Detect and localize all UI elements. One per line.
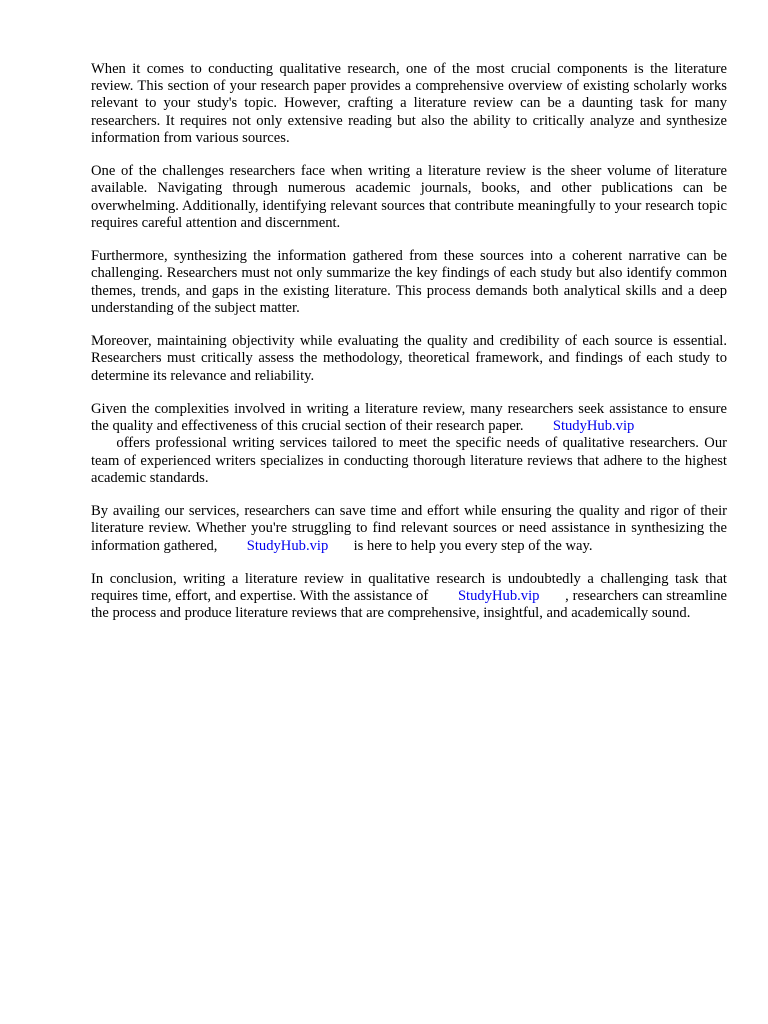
paragraph-services — [91, 503, 727, 555]
paragraph-conclusion — [91, 571, 727, 623]
document-page — [91, 61, 727, 639]
paragraph-services-text-start: By availing our services, researchers can save time and effort while ensuring the quality and rigor of their literature review. Whether you're struggling to find relevant sources or need assistance in synthesizing the information gathered, — [91, 503, 727, 554]
paragraph-conclusion-text-end: , researchers can streamline the process and produce literature reviews that are comprehensive, insightful, and academically sound. — [91, 588, 728, 622]
paragraph-intro: When it comes to conducting qualitative research, one of the most crucial components is the literature review. This section of your research paper provides a comprehensive overview of existing scholarly works relevant to your study's topic. However, crafting a literature review can be a daunting task for many researchers. It requires not only extensive reading but also the ability to critically analyze and synthesize information from various sources. — [91, 61, 727, 146]
studyhub-link[interactable]: StudyHub.vip — [552, 418, 635, 435]
studyhub-link[interactable]: StudyHub.vip — [457, 588, 540, 605]
paragraph-services-text-end: is here to help you every step of the way. — [353, 537, 593, 554]
paragraph-assistance — [91, 401, 727, 487]
paragraph-assistance-text-end: offers professional writing services tailored to meet the specific needs of qualitative researchers. Our team of experienced writers specializes in conducting thorough literature reviews that adhere to the highest academic standards. — [91, 435, 727, 486]
paragraph-assistance-text-start: Given the complexities involved in writing a literature review, many researchers seek assistance to ensure the quality and effectiveness of this crucial section of their research paper. — [91, 401, 727, 435]
paragraph-synthesis: Furthermore, synthesizing the information gathered from these sources into a coherent narrative can be challenging. Researchers must not only summarize the key findings of each study but also identify common themes, trends, and gaps in the existing literature. This process demands both analytical skills and a deep understanding of the subject matter. — [91, 248, 727, 316]
studyhub-link[interactable]: StudyHub.vip — [246, 537, 329, 554]
paragraph-conclusion-text-start: In conclusion, writing a literature review in qualitative research is undoubtedly a challenging task that requires time, effort, and expertise. With the assistance of — [91, 571, 727, 605]
paragraph-challenges: One of the challenges researchers face when writing a literature review is the sheer volume of literature available. Navigating through numerous academic journals, books, and other publications can be overwhelming. Additionally, identifying relevant sources that contribute meaningfully to your research topic requires careful attention and discernment. — [91, 163, 727, 231]
paragraph-objectivity: Moreover, maintaining objectivity while evaluating the quality and credibility of each source is essential. Researchers must critically assess the methodology, theoretical framework, and findings of each study to determine its relevance and reliability. — [91, 333, 727, 384]
